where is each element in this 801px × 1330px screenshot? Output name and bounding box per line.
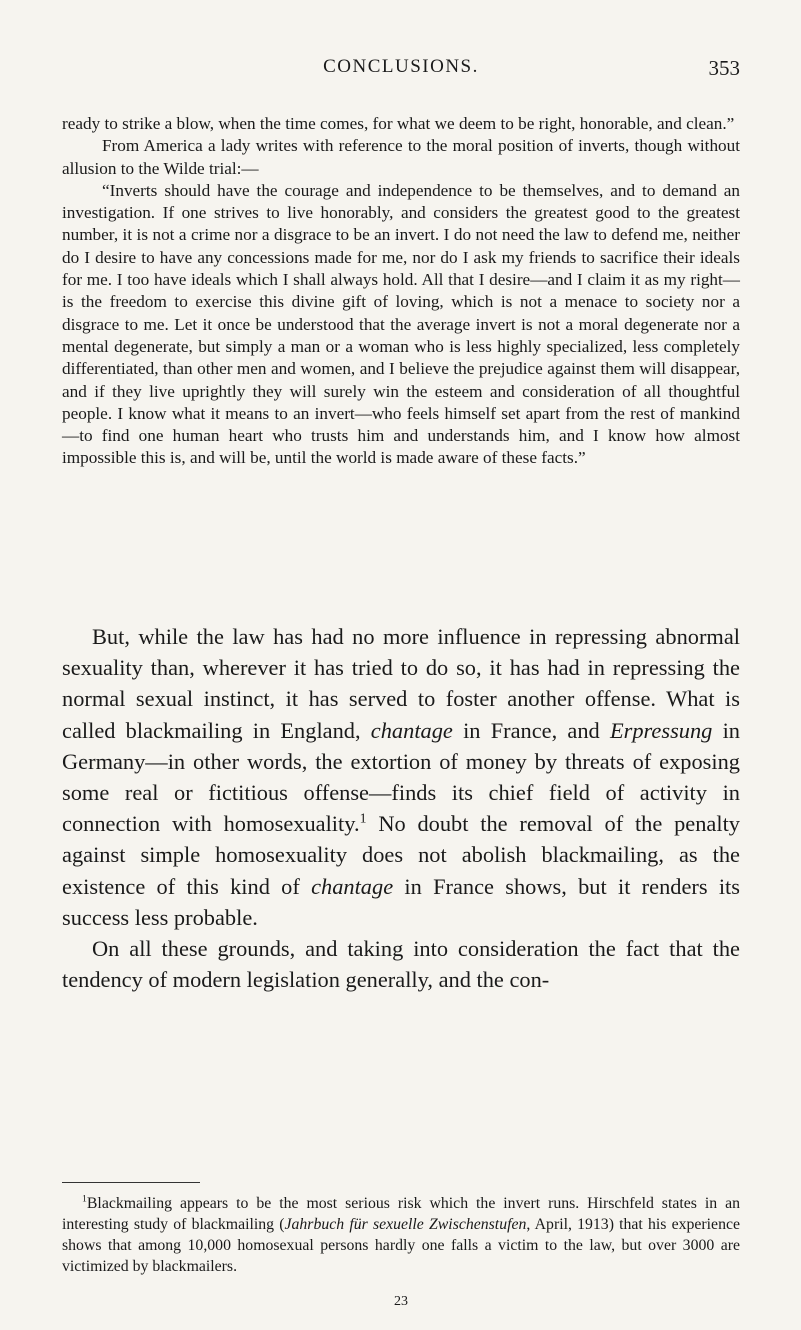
paragraph-text: in France shows, but it renders its success less probable. — [62, 873, 740, 930]
running-head — [62, 56, 740, 80]
quote-continuation: ready to strike a blow, when the time comes, for what we deem to be right, honorable, and clean.” — [62, 114, 735, 133]
term-chantage: chantage — [370, 717, 453, 743]
term-erpressung: Erpressung — [609, 717, 713, 743]
running-title: CONCLUSIONS. — [323, 56, 479, 77]
quote-introduction: From America a lady writes with reference to the moral position of inverts, though without allusion to the Wilde trial:— — [62, 136, 740, 178]
footnote — [62, 1193, 740, 1277]
paragraph-conclusion: On all these grounds, and taking into consideration the fact that the tendency of modern legislation generally, and the con- — [62, 936, 740, 993]
paragraph-text: in France, and — [452, 717, 610, 743]
signature-mark: 23 — [394, 1294, 408, 1309]
footnote-divider — [62, 1182, 200, 1183]
journal-title: Jahrbuch für sexuelle Zwischenstufen — [284, 1216, 527, 1233]
term-chantage: chantage — [311, 873, 394, 899]
page-number: 353 — [708, 56, 740, 80]
footnote-text: , April, 1913) that his experience shows that among 10,000 homosexual persons hardly one falls a victim to the law, but over 3000 are victimized by blackmailers. — [62, 1216, 740, 1275]
footnote-reference[interactable]: 1 — [359, 811, 367, 827]
quote-letter: “Inverts should have the courage and independence to be themselves, and to demand an investigation. If one strives to live honorably, and considers the greatest good to the greatest number, it is not a crime nor a disgrace to be an invert. I do not need the law to defend me, neither do I desire to have any concessions made for me, nor do I ask my friends to sacrifice their ideals for me. I too have ideals which I shall always hold. All that I desire—and I claim it as my right—is the freedom to exercise this divine gift of loving, which is not a menace to society nor a disgrace to me. Let it once be understood that the average invert is not a moral degenerate nor a mental degenerate, but simply a man or a woman who is less highly specialized, less completely differentiated, than other men and women, and I believe the prejudice against them will disappear, and if they live uprightly they will surely win the esteem and consideration of all thoughtful people. I know what it means to an invert—who feels himself set apart from the rest of mankind—to find one human heart who trusts him and understands him, and I know how almost impossible this is, and will be, until the world is made aware of these facts.” — [62, 180, 740, 468]
paragraph-text: No doubt the removal of the penalty against simple homosexuality does not abolish blackmailing, as the existence of this kind of — [62, 811, 740, 899]
paragraph-text: But, while the law has had no more influence in repressing abnormal sexuality than, wherever it has tried to do so, it has had in repressing the normal sexual instinct, it has served to foster another offense. What is called blackmailing in England, — [62, 624, 740, 743]
quoted-passage — [62, 113, 740, 470]
paragraph-text: in Germany—in other words, the extortion of money by threats of exposing some real or fictitious offense—finds its chief field of activity in connection with homosexuality. — [62, 717, 740, 837]
body-text — [62, 621, 740, 995]
footnote-text: Blackmailing appears to be the most serious risk which the invert runs. Hirschfeld states in an interesting study of blackmailing ( — [62, 1195, 740, 1233]
footnote-marker: 1 — [82, 1193, 87, 1205]
book-page — [62, 0, 740, 1330]
paragraph-blackmailing — [62, 621, 740, 933]
